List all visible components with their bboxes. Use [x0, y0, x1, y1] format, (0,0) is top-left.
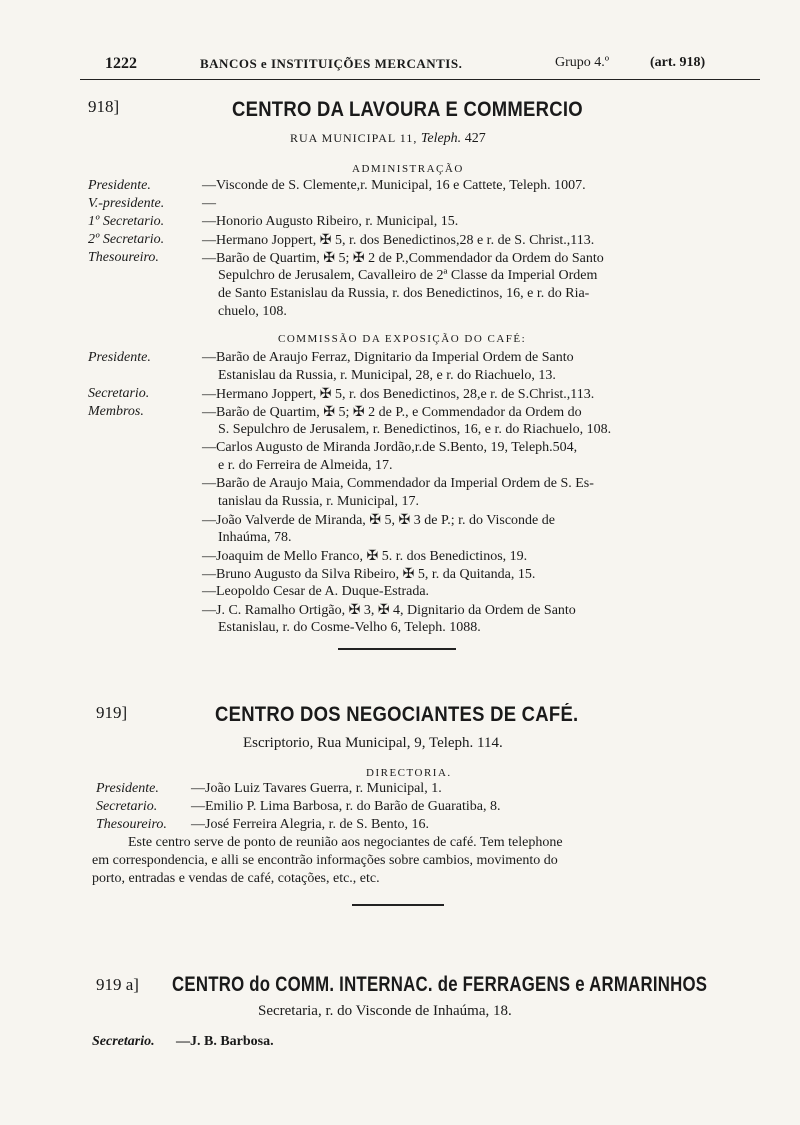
- paragraph-919-line-3: porto, entradas e vendas de café, cotações, etc., etc.: [92, 871, 380, 886]
- address-919a: Secretaria, r. do Visconde de Inhaúma, 18.: [258, 1003, 512, 1019]
- line-919-secretario: —Emilio P. Lima Barbosa, r. do Barão de Guaratiba, 8.: [191, 799, 501, 814]
- page-number: 1222: [105, 55, 137, 72]
- role-thesoureiro: Thesoureiro.: [88, 250, 159, 265]
- role-commissao-presidente: Presidente.: [88, 350, 151, 365]
- role-919-thesoureiro: Thesoureiro.: [96, 817, 167, 832]
- header-group: Grupo 4.º: [555, 55, 610, 70]
- role-919-presidente: Presidente.: [96, 781, 159, 796]
- address-teleph-number: 427: [464, 131, 486, 146]
- paragraph-919-line-2: em correspondencia, e alli se encontrão informações sobre cambios, movimento do: [92, 853, 558, 868]
- role-commissao-membros: Membros.: [88, 404, 144, 419]
- commission-line-13: —Bruno Augusto da Silva Ribeiro, ✠ 5, r. da Quitanda, 15.: [202, 567, 536, 582]
- role-919a-secretario: Secretario.: [92, 1034, 155, 1049]
- section-divider-1: [338, 648, 456, 650]
- role-919-secretario: Secretario.: [96, 799, 158, 814]
- line-thesoureiro-4: chuelo, 108.: [218, 304, 287, 319]
- line-1-secretario: —Honorio Augusto Ribeiro, r. Municipal, 15.: [202, 214, 459, 229]
- section-divider-2: [352, 904, 444, 906]
- section-title-919a: CENTRO do COMM. INTERNAC. de FERRAGENS e ARMARINHOS: [172, 973, 708, 996]
- role-2-secretario: 2º Secretario.: [88, 232, 165, 247]
- running-header: [105, 55, 745, 79]
- address-918: [290, 131, 486, 147]
- line-thesoureiro-1: —Barão de Quartim, ✠ 5; ✠ 2 de P.,Commendador da Ordem do Santo: [202, 251, 604, 266]
- role-1-secretario: 1º Secretario.: [88, 214, 165, 229]
- commission-line-1: —Barão de Araujo Ferraz, Dignitario da Imperial Ordem de Santo: [202, 350, 574, 365]
- role-vice-presidente: V.-presidente.: [88, 196, 165, 211]
- header-title: BANCOS e INSTITUIÇÕES MERCANTIS.: [200, 56, 463, 71]
- commission-line-5: S. Sepulchro de Jerusalem, r. Benedictinos, 16, e r. do Riachuelo, 108.: [218, 422, 612, 437]
- commission-line-10: —João Valverde de Miranda, ✠ 5, ✠ 3 de P.; r. do Visconde de: [202, 513, 555, 528]
- line-919-thesoureiro: —José Ferreira Alegria, r. de S. Bento, 16.: [191, 817, 429, 832]
- header-article: (art. 918): [650, 55, 706, 70]
- line-vice-presidente: —: [202, 196, 216, 211]
- commission-line-6: —Carlos Augusto de Miranda Jordão,r.de S.Bento, 19, Teleph.504,: [202, 440, 578, 455]
- address-teleph-label: Teleph.: [420, 131, 462, 146]
- line-2-secretario: —Hermano Joppert, ✠ 5, r. dos Benedictinos,28 e r. de S. Christ.,113.: [202, 233, 595, 248]
- commission-line-8: —Barão de Araujo Maia, Commendador da Imperial Ordem de S. Es-: [202, 476, 594, 491]
- section-number-919a: 919 a]: [96, 975, 139, 994]
- line-thesoureiro-2: Sepulchro de Jerusalem, Cavalleiro de 2ª Classe da Imperial Ordem: [218, 268, 598, 283]
- commission-line-2: Estanislau da Russia, r. Municipal, 28, e r. do Riachuelo, 13.: [218, 368, 556, 383]
- subhead-commissao: COMMISSÃO DA EXPOSIÇÃO DO CAFÉ:: [278, 333, 527, 345]
- commission-line-11: Inhaúma, 78.: [218, 530, 292, 545]
- commission-line-12: —Joaquim de Mello Franco, ✠ 5. r. dos Benedictinos, 19.: [202, 549, 528, 564]
- section-title-918: CENTRO DA LAVOURA E COMMERCIO: [232, 98, 583, 121]
- commission-line-15: —J. C. Ramalho Ortigão, ✠ 3, ✠ 4, Dignitario da Ordem de Santo: [202, 603, 576, 618]
- header-rule: [80, 79, 760, 80]
- section-title-919: CENTRO DOS NEGOCIANTES DE CAFÉ.: [215, 703, 579, 726]
- commission-line-3: —Hermano Joppert, ✠ 5, r. dos Benedictinos, 28,e r. de S.Christ.,113.: [202, 387, 595, 402]
- section-number-919: 919]: [96, 703, 128, 722]
- line-919a-secretario: —J. B. Barbosa.: [176, 1034, 274, 1049]
- subhead-directoria: DIRECTORIA.: [366, 767, 452, 779]
- commission-line-9: tanislau da Russia, r. Municipal, 17.: [218, 494, 420, 509]
- commission-line-16: Estanislau, r. do Cosme-Velho 6, Teleph. 1088.: [218, 620, 481, 635]
- line-presidente: —Visconde de S. Clemente,r. Municipal, 16 e Cattete, Teleph. 1007.: [202, 178, 586, 193]
- section-number-918: 918]: [88, 97, 120, 116]
- commission-line-4: —Barão de Quartim, ✠ 5; ✠ 2 de P., e Commendador da Ordem do: [202, 405, 582, 420]
- commission-line-7: e r. do Ferreira de Almeida, 17.: [218, 458, 393, 473]
- role-presidente: Presidente.: [88, 178, 151, 193]
- line-thesoureiro-3: de Santo Estanislau da Russia, r. dos Benedictinos, 16, e r. do Ria-: [218, 286, 590, 301]
- role-commissao-secretario: Secretario.: [88, 386, 150, 401]
- address-919: Escriptorio, Rua Municipal, 9, Teleph. 114.: [243, 735, 503, 751]
- line-919-presidente: —João Luiz Tavares Guerra, r. Municipal, 1.: [191, 781, 442, 796]
- subhead-administracao: ADMINISTRAÇÃO: [352, 163, 464, 175]
- commission-line-14: —Leopoldo Cesar de A. Duque-Estrada.: [202, 584, 430, 599]
- address-street: RUA MUNICIPAL 11,: [290, 131, 418, 145]
- paragraph-919-line-1: Este centro serve de ponto de reunião aos negociantes de café. Tem telephone: [128, 835, 563, 850]
